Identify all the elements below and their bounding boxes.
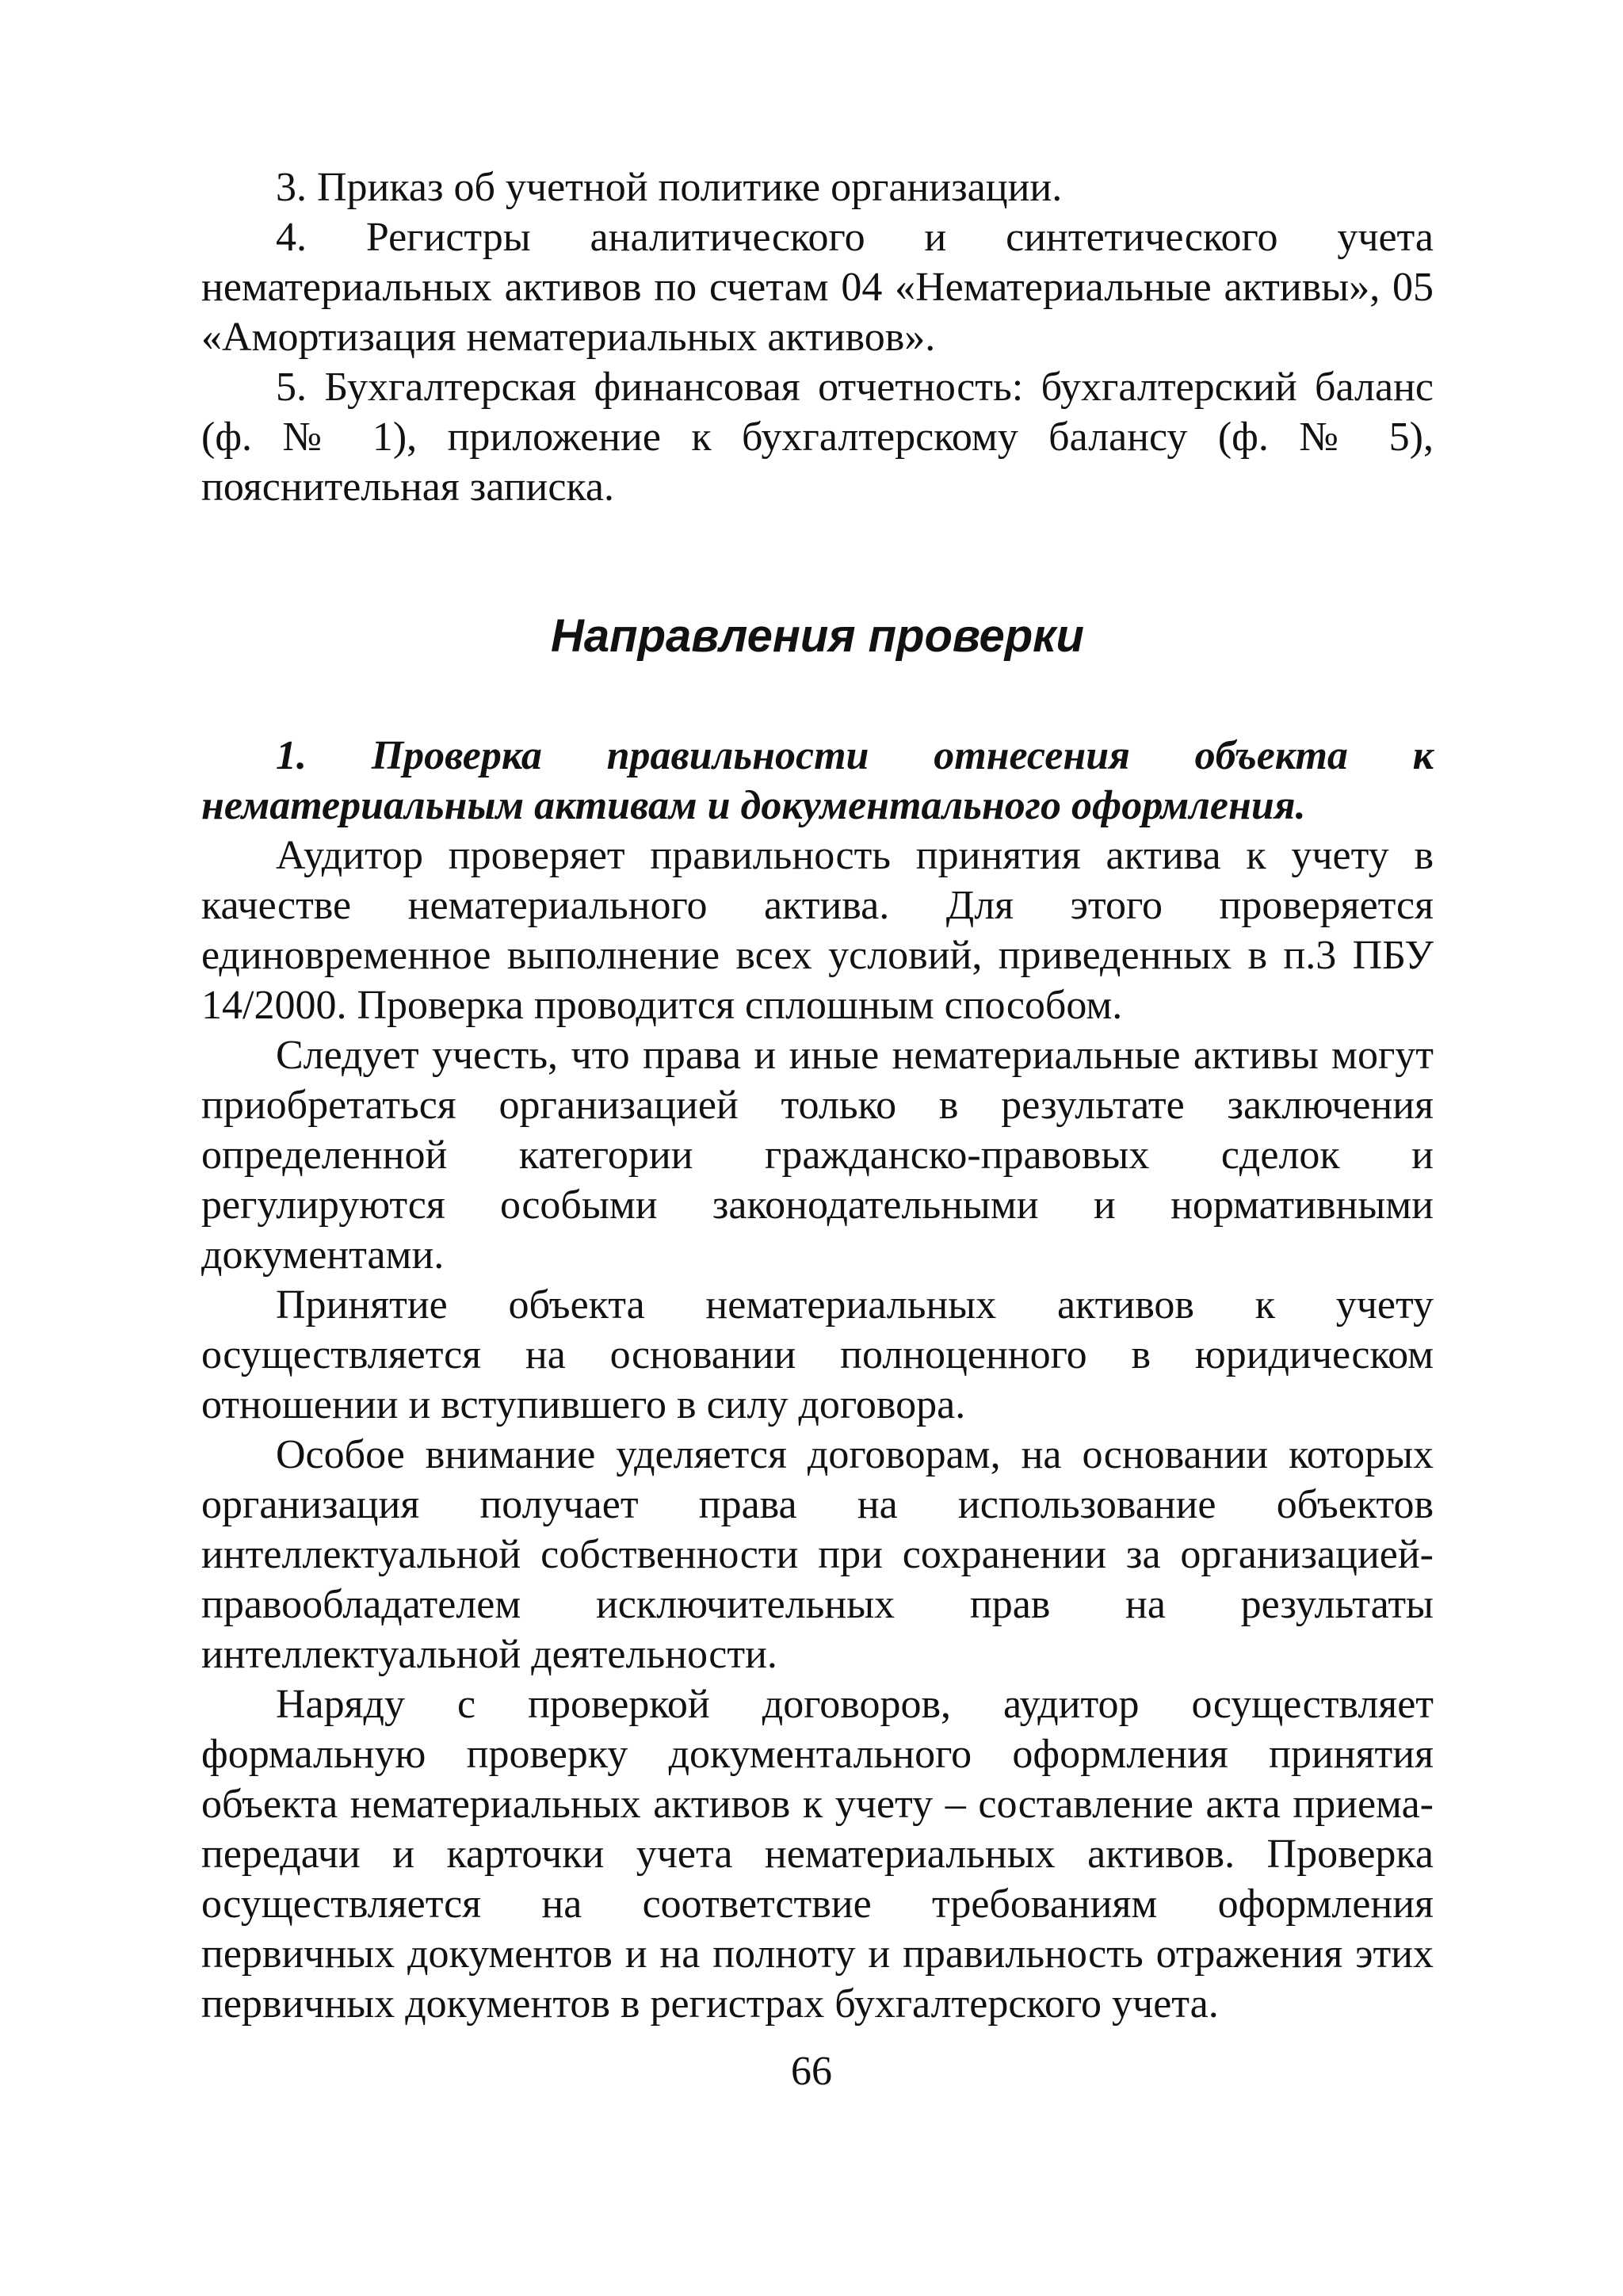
body-paragraph: Наряду с проверкой договоров, аудитор осуществляет формальную проверку документального оформления принятия объекта нематериальных активов к учету – составление акта приема-передачи и карточки учета нематериальных активов. Проверка осуществляется на соответствие требованиям оформления первичных документов и на полноту и правильность отражения этих первичных документов в регистрах бухгалтерского учета.: [201, 1682, 1434, 2027]
intro-item-5: 5. Бухгалтерская финансовая отчетность: бухгалтерский баланс (ф. № 1), приложение к бухгалтерскому балансу (ф. № 5), пояснительная записка.: [201, 365, 1434, 510]
body-paragraph: Аудитор проверяет правильность принятия актива к учету в качестве нематериального актива. Для этого проверяется единовременное выполнение всех условий, приведенных в п.3 ПБУ 14/2000. Проверка проводится сплошным способом.: [201, 833, 1434, 1028]
section-subheading: 1. Проверка правильности отнесения объекта к нематериальным активам и документального оформления.: [201, 733, 1434, 828]
section-heading: Направления проверки: [551, 610, 1084, 662]
body-paragraph: Следует учесть, что права и иные нематериальные активы могут приобретаться организацией только в результате заключения определенной категории гражданско-правовых сделок и регулируются особыми законодательными и нормативными документами.: [201, 1033, 1434, 1278]
intro-item-3: 3. Приказ об учетной политике организации.: [276, 165, 1063, 210]
intro-item-4: 4. Регистры аналитического и синтетического учета нематериальных активов по счетам 04 «Нематериальные активы», 05 «Амортизация нематериальных активов».: [201, 215, 1434, 360]
body-paragraph: Особое внимание уделяется договорам, на основании которых организация получает права на использование объектов интеллектуальной собственности при сохранении за организацией-правообладателем исключительных прав на результаты интеллектуальной деятельности.: [201, 1432, 1434, 1677]
page-number: 66: [791, 2049, 832, 2094]
document-page: [201, 162, 1434, 2029]
body-paragraph: Принятие объекта нематериальных активов к учету осуществляется на основании полноценного в юридическом отношении и вступившего в силу договора.: [201, 1282, 1434, 1427]
